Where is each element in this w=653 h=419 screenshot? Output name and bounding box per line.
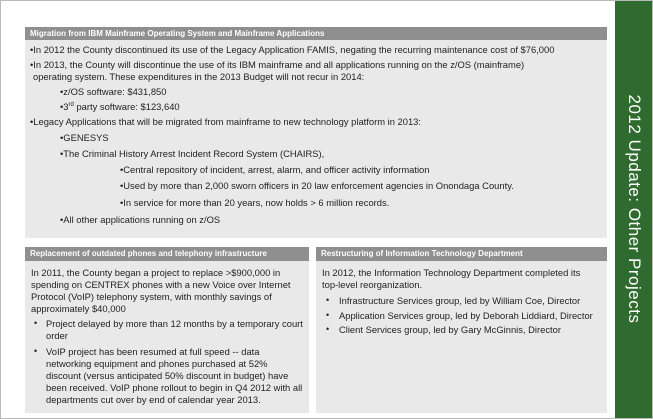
- left-bullet-line: departments cut over by end of calendar year 2013.: [46, 394, 261, 405]
- bullet-icon: •: [326, 324, 330, 334]
- left-bullet-line: VoIP project has been resumed at full speed -- data: [46, 346, 260, 357]
- right-bullet-application: Application Services group, led by Deborah Liddiard, Director: [339, 310, 593, 321]
- right-bullet-client: Client Services group, led by Gary McGinnis, Director: [339, 324, 561, 335]
- right-bullet-infrastructure: Infrastructure Services group, led by William Coe, Director: [339, 295, 581, 306]
- main-line-other-apps: •All other applications running on z/OS: [60, 214, 221, 225]
- bullet-icon: •: [326, 295, 330, 305]
- main-line-mainframe: •In 2013, the County will discontinue the use of its IBM mainframe and all applications running on the z/OS (mainframe): [30, 59, 525, 70]
- slide-title: 2012 Update: Other Projects: [625, 94, 644, 324]
- left-bullet-line: order: [46, 330, 68, 341]
- left-bullet-line: been received. VoIP phone rollout to begin in Q4 2012 with all: [46, 382, 303, 393]
- main-line-central-repo: •Central repository of incident, arrest, alarm, and officer activity information: [120, 164, 430, 175]
- left-paragraph-line: approximately $40,000: [31, 303, 126, 314]
- third-party-superscript: rd: [68, 101, 74, 108]
- left-bullet-line: networking equipment and phones purchased at 52%: [46, 358, 268, 369]
- third-party-text: party software: $123,640: [73, 101, 180, 112]
- main-line-sworn-officers: •Used by more than 2,000 sworn officers in 20 law enforcement agencies in Onondaga County.: [120, 180, 514, 191]
- left-bullet-line: discount (versus anticipated 50% discount in budget) have: [46, 370, 289, 381]
- bullet-icon: •: [34, 318, 38, 328]
- main-line-famis: •In 2012 the County discontinued its use of the Legacy Application FAMIS, negating the recurring maintenance cost of $76,000: [30, 44, 555, 55]
- left-panel-header: Replacement of outdated phones and telephony infrastructure: [25, 247, 309, 261]
- bullet-icon: •: [34, 346, 38, 356]
- left-paragraph-line: In 2011, the County began a project to replace >$900,000 in: [31, 267, 281, 278]
- right-panel-header: Restructuring of Information Technology Department: [316, 247, 607, 261]
- left-paragraph-line: Protocol (VoIP) telephony system, with monthly savings of: [31, 291, 272, 302]
- right-paragraph-line: top-level reorganization.: [322, 279, 423, 290]
- main-panel-header: Migration from IBM Mainframe Operating System and Mainframe Applications: [25, 27, 607, 40]
- main-line-zos-software: •z/OS software: $431,850: [60, 86, 167, 97]
- main-line-third-party: [60, 101, 180, 113]
- left-paragraph-line: spending on CENTREX phones with a new Voice over Internet: [31, 279, 291, 290]
- right-paragraph-line: In 2012, the Information Technology Department completed its: [322, 267, 581, 278]
- third-party-number: •3: [60, 101, 69, 112]
- main-line-genesys: •GENESYS: [60, 132, 109, 143]
- main-line-legacy-apps: •Legacy Applications that will be migrated from mainframe to new technology platform in 2013:: [30, 116, 421, 127]
- left-bullet-line: Project delayed by more than 12 months by a temporary court: [46, 318, 303, 329]
- main-line-chairs: •The Criminal History Arrest Incident Record System (CHAIRS),: [60, 148, 325, 159]
- main-line-service-years: •In service for more than 20 years, now holds > 6 million records.: [120, 197, 390, 208]
- main-line-mainframe-cont: operating system. These expenditures in the 2013 Budget will not recur in 2014:: [33, 71, 365, 82]
- bullet-icon: •: [326, 310, 330, 320]
